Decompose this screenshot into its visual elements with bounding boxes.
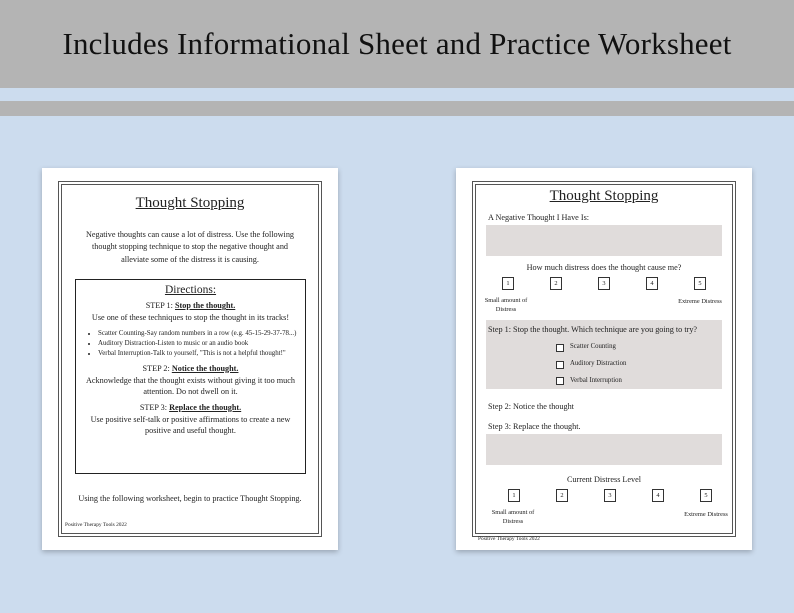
current-distress-option-1[interactable]: 1	[508, 489, 520, 502]
worksheet-title: Thought Stopping	[549, 188, 659, 204]
list-item: • Auditory Distraction-Listen to music or an audio book	[98, 339, 297, 349]
replacement-thought-field[interactable]	[486, 434, 722, 465]
technique-list	[76, 329, 305, 359]
worksheet-credit: Positive Therapy Tools 2022	[478, 536, 540, 542]
step1-heading: STEP 1: Stop the thought.	[145, 301, 236, 310]
step2-label: Step 2: Notice the thought	[488, 402, 574, 411]
banner-title: Includes Informational Sheet and Practice Worksheet	[62, 26, 732, 61]
checkbox-scatter-counting[interactable]	[556, 344, 564, 352]
info-sheet-title: Thought Stopping	[135, 195, 245, 211]
scale-high-label: Extreme Distress	[678, 298, 722, 305]
directions-title: Directions:	[164, 284, 217, 296]
scale-high-label: Extreme Distress	[684, 511, 728, 518]
step2-heading: STEP 2: Notice the thought.	[142, 363, 239, 373]
technique-label: Scatter Counting	[570, 343, 616, 350]
distress-option-3[interactable]: 3	[598, 277, 610, 290]
checkbox-verbal-interruption[interactable]	[556, 377, 564, 385]
checkbox-auditory-distraction[interactable]	[556, 361, 564, 369]
step1-label-text: Step 1: Stop the thought. Which technique are you going to try?	[488, 325, 698, 334]
negative-thought-field[interactable]	[486, 225, 722, 256]
current-distress-option-4[interactable]: 4	[652, 489, 664, 502]
distress-option-1[interactable]: 1	[502, 277, 514, 290]
distress-option-4[interactable]: 4	[646, 277, 658, 290]
step1-description: Use one of these techniques to stop the thought in its tracks!	[91, 313, 290, 322]
technique-label: Verbal Interruption	[570, 377, 622, 384]
info-sheet	[42, 168, 338, 550]
distress-question: How much distress does the thought cause me?	[526, 263, 682, 272]
technique-label: Auditory Distraction	[570, 360, 627, 367]
scale-low-label: Small amount of Distress	[484, 297, 528, 313]
step2-description: Acknowledge that the thought exists without giving it too much attention. Do not dwell on it.	[86, 375, 295, 396]
negative-thought-label: A Negative Thought I Have Is:	[488, 213, 590, 222]
current-distress-option-3[interactable]: 3	[604, 489, 616, 502]
header-banner	[0, 0, 794, 88]
step3-label: Step 3: Replace the thought.	[488, 422, 581, 431]
practice-worksheet	[456, 168, 752, 550]
step3-description: Use positive self-talk or positive affirmations to create a new positive and useful thought.	[90, 414, 291, 435]
current-distress-option-2[interactable]: 2	[556, 489, 568, 502]
info-sheet-intro: Negative thoughts can cause a lot of distress. Use the following thought stopping technique to stop the negative thought and alleviate some of the distress it is causing.	[85, 230, 295, 264]
current-distress-label: Current Distress Level	[566, 475, 642, 484]
current-distress-option-5[interactable]: 5	[700, 489, 712, 502]
info-sheet-credit: Positive Therapy Tools 2022	[65, 522, 127, 528]
distress-option-5[interactable]: 5	[694, 277, 706, 290]
step3-heading: STEP 3: Replace the thought.	[139, 402, 242, 412]
divider-stripe	[0, 101, 794, 116]
directions-box	[75, 279, 306, 474]
info-sheet-footer: Using the following worksheet, begin to practice Thought Stopping.	[78, 494, 302, 503]
list-item: • Scatter Counting-Say random numbers in a row (e.g. 45-15-29-37-78...)	[98, 329, 297, 339]
list-item: • Verbal Interruption-Talk to yourself, "This is not a helpful thought!"	[98, 349, 297, 359]
distress-option-2[interactable]: 2	[550, 277, 562, 290]
scale-low-label: Small amount of Distress	[491, 509, 535, 525]
